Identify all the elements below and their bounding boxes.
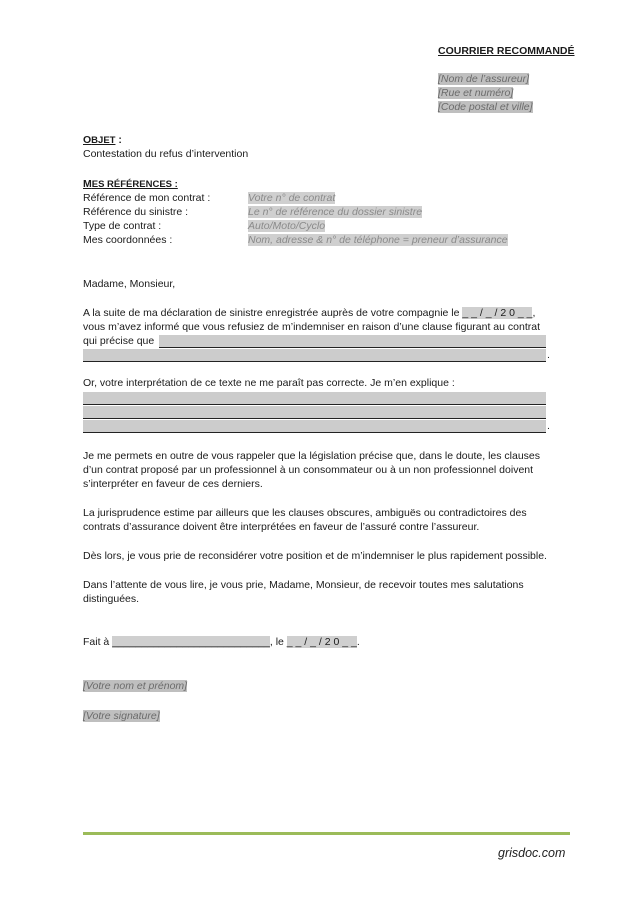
paragraph-3-line-3: s’interpréter en faveur de ces derniers.	[83, 478, 263, 490]
object-text: Contestation du refus d’intervention	[83, 148, 249, 160]
recipient-name-placeholder[interactable]: [Nom de l’assureur]	[438, 73, 530, 85]
signature-placeholder[interactable]: [Votre signature]	[83, 710, 160, 722]
recipient-block	[438, 73, 533, 113]
paragraph-6-line-2: distinguées.	[83, 593, 140, 605]
paragraph-3-line-2: d’un contrat proposé par un professionnel à un consommateur ou à un non professionnel doivent	[83, 464, 534, 476]
ref-claim-label: Référence du sinistre :	[83, 206, 189, 218]
ref-contact-label: Mes coordonnées :	[83, 234, 173, 246]
paragraph-1-line-2: vous m’avez informé que vous refusiez de m’indemniser en raison d’une clause figurant au contrat	[83, 321, 540, 333]
paragraph-1-line-1: A la suite de ma déclaration de sinistre enregistrée auprès de votre compagnie le _ _ / _ / 2 0 _ _,	[83, 307, 536, 319]
signing-date-field[interactable]: _ _ / _ / 2 0 _ _	[286, 636, 357, 648]
ref-type-label: Type de contrat :	[83, 220, 162, 232]
footer-rule	[83, 832, 570, 835]
explanation-fill-line-3[interactable]	[83, 420, 546, 433]
paragraph-4-line-2: contrats d’assurance doivent être interprétées en faveur de l’assuré contre l’assureur.	[83, 521, 480, 533]
references-heading: MES RÉFÉRENCES :	[83, 178, 178, 190]
salutation: Madame, Monsieur,	[83, 278, 176, 290]
letter-type-title: COURRIER RECOMMANDÉ	[438, 45, 575, 57]
period: .	[547, 349, 550, 361]
ref-contract-label: Référence de mon contrat :	[83, 192, 211, 204]
claim-date-field[interactable]: _ _ / _ / 2 0 _ _	[462, 307, 533, 319]
paragraph-3-line-1: Je me permets en outre de vous rappeler que la législation précise que, dans le doute, les clauses	[83, 450, 541, 462]
fait-a-line: Fait à ___________________________, le _ _ / _ / 2 0 _ _.	[83, 636, 360, 648]
ref-type-value[interactable]: Auto/Moto/Cyclo	[248, 220, 326, 232]
recipient-city-placeholder[interactable]: [Code postal et ville]	[438, 101, 533, 113]
paragraph-4-line-1: La jurisprudence estime par ailleurs que les clauses obscures, ambiguës ou contradictoires des	[83, 507, 527, 519]
footer-brand: grisdoc.com	[498, 846, 566, 860]
paragraph-5-line-1: Dès lors, je vous prie de reconsidérer votre position et de m’indemniser le plus rapidement possible.	[83, 550, 547, 562]
ref-contact-value[interactable]: Nom, adresse & n° de téléphone = preneur d’assurance	[248, 234, 508, 246]
object-heading: OBJET :	[83, 134, 122, 146]
paragraph-2-line-1: Or, votre interprétation de ce texte ne me paraît pas correcte. Je m’en explique :	[83, 377, 455, 389]
paragraph-6-line-1: Dans l’attente de vous lire, je vous prie, Madame, Monsieur, de recevoir toutes mes salutations	[83, 579, 524, 591]
paragraph-1-line-3: qui précise que	[83, 335, 155, 347]
recipient-street-placeholder[interactable]: [Rue et numéro]	[438, 87, 514, 99]
place-field[interactable]: ___________________________	[112, 636, 270, 648]
clause-fill-line-2[interactable]	[83, 349, 546, 362]
ref-claim-value[interactable]: Le n° de référence du dossier sinistre	[248, 206, 423, 218]
clause-fill-line-1[interactable]	[159, 335, 546, 348]
explanation-fill-line-2[interactable]	[83, 406, 546, 419]
explanation-fill-line-1[interactable]	[83, 392, 546, 405]
ref-contract-value[interactable]: Votre n° de contrat	[248, 192, 336, 204]
name-placeholder[interactable]: [Votre nom et prénom]	[83, 680, 188, 692]
period: .	[547, 420, 550, 432]
